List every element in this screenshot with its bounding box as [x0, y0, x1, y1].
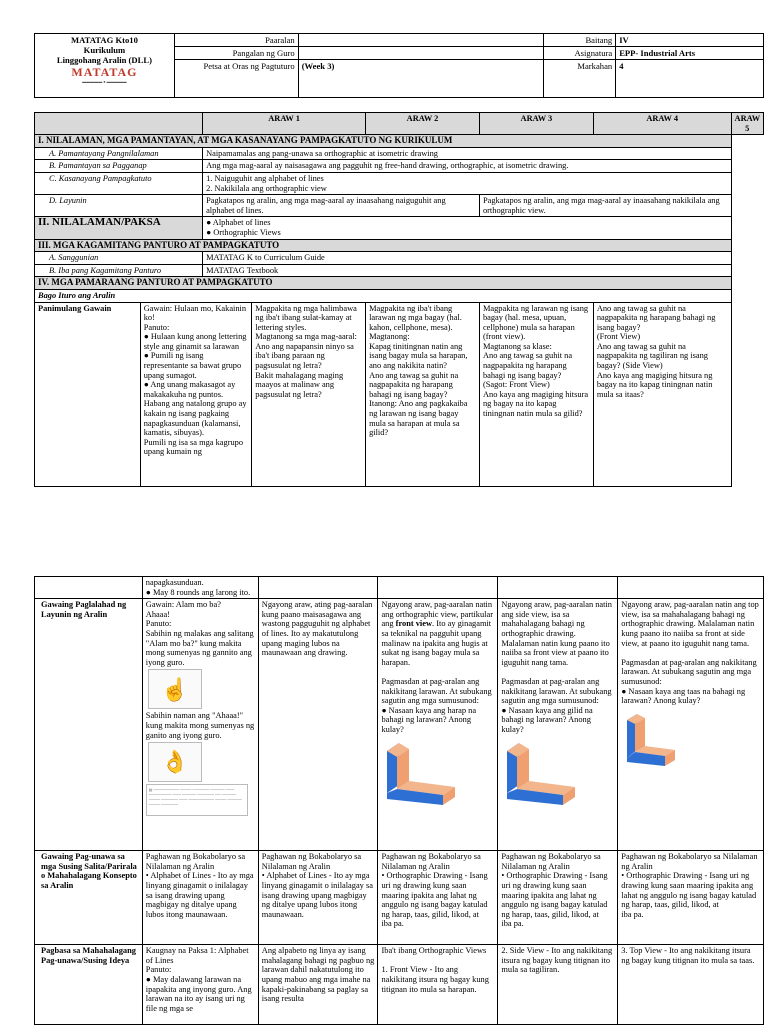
pagbasa-day-1: Kaugnay na Paksa 1: Alphabet of Lines Panuto: ● May dalawang larawan na ipapakita ang inyong guro. Ang larawan na ito ay isang uri ng file ng mga se [142, 945, 258, 1025]
main-table-page-2 [34, 576, 764, 1025]
panimula-day-3: Magpakita ng iba't ibang larawan ng mga bagay (hal. kahon, cellphone, mesa). Magtanong: Kapag tinitingnan natin ang isang bagay mula sa harapan, ano ang nakikita natin? Ano ang tawag sa guhit na nagpapakita ng harapang bahagi ng isang bagay? Itanong: Ano ang pagkakaiba ng larawan ng isang bagay mula sa harapan at mula sa gilid? [366, 302, 480, 486]
main-table-page-1 [34, 112, 764, 487]
pamantayan-pagganap-label: B. Pamantayan sa Pagganap [35, 160, 203, 173]
panimula-day-1: Gawain: Hulaan mo, Kakainin ko! Panuto: ● Hulaan kung anong lettering style ang ginamit sa larawan ● Pumili ng isang representante sa bawat grupo upang sumagot. ● Ang unang makasagot ay makakakuha ng puntos. Habang ang natalong grupo ay kakain ng isang pagkaing napagkasunduan (kalamansi, kamatis, sibuyas). Pumili ng isa sa mga kagrupo upang kumain ng [140, 302, 251, 486]
paglalahad-day-4 [498, 599, 618, 851]
paglalahad-day-1 [142, 599, 258, 851]
paglalahad-day-1-text-a: Gawain: Alam mo ba? Ahaaa! Panuto: Sabihin ng malakas ang salitang "Alam mo ba?" kung makita mong sumenyas ng gannito ang iyong guro. [145, 600, 254, 667]
header-title-cell [35, 34, 175, 98]
section-2-items [203, 217, 731, 239]
paglalahad-day-3-text-c: . Ito ay ginagamit sa teknikal na pagguhit upang malinaw na ipakita ang hugis at sukat ng isang bagay mula sa harapan. Pagmasdan at pag-aralan ang nakikitang larawan. At subukang sagutin ang mga sumusunod: ● Nasaan kaya ang harap na bahagi ng larawan? Anong kulay? [381, 619, 492, 734]
empty-cell [618, 577, 764, 599]
pagbasa-day-5: 3. Top View - Ito ang nakikitang itsura ng bagay kung titignan ito mula sa taas. [618, 945, 764, 1025]
markahan-value: 4 [616, 60, 764, 98]
pagunawa-day-1: Paghawan ng Bokabolaryo sa Nilalaman ng Aralin • Alphabet of Lines - Ito ay mga linyang ginagamit o inilalagay sa isang drawing upang magbigay ng ditalye upang lubos itong maunawaan. [142, 851, 258, 945]
layunin-label: D. Layunin [35, 195, 203, 217]
kagamitan-value: MATATAG Textbook [203, 264, 731, 277]
header-title-line-1: MATATAG Kto10 [70, 35, 138, 45]
kagamitan-label: B. Iba pang Kagamitang Panturo [35, 264, 203, 277]
sanggunian-value: MATATAG K to Curriculum Guide [203, 252, 731, 265]
day-header-2: ARAW 2 [366, 113, 480, 135]
paaralan-value [298, 34, 544, 47]
pointing-hand-icon: ☝ [148, 669, 202, 709]
layunin-value-1: Pagkatapos ng aralin, ang mga mag-aaral ay inaasahang naiguguhit ang alphabet of lines. [203, 195, 480, 217]
bago-ituro-subtitle: Bago Ituro ang Aralin [35, 289, 732, 302]
pagunawa-day-5: Paghawan ng Bokabolaryo sa Nilalaman ng Aralin • Orthographic Drawing - Isang uri ng drawing kung saan maaring ipakita ang lahat ng anggulo ng isang bagay katulad ng harap, taas, gilid, likod, at iba pa. [618, 851, 764, 945]
continuation-label-cell [35, 577, 143, 599]
paglalahad-day-5 [618, 599, 764, 851]
reading-thumbnail: ▤ ───────── ──── ────── ───── ─── ──────── ─── ───── ────── ── ───── ──── ────── ─── ───────── ──── ───── ──── ────── [146, 784, 248, 816]
day-header-4: ARAW 4 [593, 113, 731, 135]
paglalahad-day-4-text: Ngayong araw, pag-aaralan natin ang side view, isa sa mahahalagang bahagi ng orthographic drawing. Malalaman natin kung paano ito naiiba sa front view at paano ito iguguhit nang tama. Pagmasdan at pag-aralan ang nakikitang larawan. At subukang sagutin ang mga sumusunod: ● Nasaan kaya ang gilid na bahagi ng larawan? Anong kulay? [501, 600, 612, 734]
panimula-day-5: Ano ang tawag sa guhit na nagpapakita ng harapang bahagi ng isang bagay? (Front View) Ano ang tawag sa guhit na nagpapakita ng tagiliran ng isang bagay? (Side View) Ano kaya ang magiging hitsura ng bagay na ito kapag tiningnan natin mula sa itaas? [593, 302, 731, 486]
paglalahad-label: Gawaing Paglalahad ng Layunin ng Aralin [35, 599, 143, 851]
front-view-bold: front view [395, 619, 433, 629]
kasanayang-label: C. Kasanayang Pampagkatuto [35, 172, 203, 194]
empty-cell [498, 577, 618, 599]
header-title-line-3: Linggohang Aralin (DLL) [56, 55, 152, 65]
matatag-logo: MATATAG [71, 65, 138, 79]
pagbasa-day-3: Iba't ibang Orthographic Views 1. Front View - Ito ang nakikitang itsura ng bagay kung titignan ito mula sa harapan. [378, 945, 498, 1025]
ok-hand-icon: 👌 [148, 742, 202, 782]
paglalahad-day-3-text-a: Ngayong araw, pag-aaralan natin ang orthographic view, partikular ang [381, 600, 494, 629]
nilalaman-item-1: ● Alphabet of lines [206, 218, 271, 228]
panimula-day-2: Magpakita ng mga halimbawa ng iba't ibang sulat-kamay at lettering styles. Magtanong sa mga mag-aaral: Ano ang napapansin ninyo sa iba't ibang paraan ng pagsusulat ng letra? Bakit mahalagang maging maayos at malinaw ang pagsusulat ng letra? [252, 302, 366, 486]
day-header-5: ARAW 5 [731, 113, 763, 135]
guro-label: Pangalan ng Guro [174, 47, 298, 60]
pagunawa-label: Gawaing Pag-unawa sa mga Susing Salita/Parirala o Mahahalagang Konsepto sa Aralin [35, 851, 143, 945]
pagunawa-day-4: Paghawan ng Bokabolaryo sa Nilalaman ng Aralin • Orthographic Drawing - Isang uri ng drawing kung saan maaring ipakita ang lahat ng anggulo ng isang bagay katulad ng harap, taas, gilid, likod, at iba pa. [498, 851, 618, 945]
section-1-title: I. NILALAMAN, MGA PAMANTAYAN, AT MGA KASANAYANG PAMPAGKATUTO NG KURIKULUM [35, 135, 732, 148]
kasanayang-value: 1. Naiguguhit ang alphabet of lines 2. Nakikilala ang orthographic view [203, 172, 731, 194]
paglalahad-day-3 [378, 599, 498, 851]
sanggunian-label: A. Sanggunian [35, 252, 203, 265]
section-4-title: IV. MGA PAMARAANG PANTURO AT PAMPAGKATUTO [35, 277, 732, 290]
header-title-line-2: Kurikulum [83, 45, 126, 55]
panimula-day-4: Magpakita ng larawan ng isang bagay (hal. mesa, upuan, cellphone) mula sa harapan (front view). Magtanong sa klase: Ano ang tawag sa guhit na nagpapakita ng harapang bahagi ng isang bagay? (Sagot: Front View) Ano kaya ang magiging hitsura ng bagay na ito kapag tiningnan natin mula sa gilid? [479, 302, 593, 486]
paglalahad-day-2: Ngayong araw, ating pag-aaralan kung paano maisasagawa ang wastong pagguguhit ng alphabet of lines. Ito ay makatutulong upang maging lubos na maunawaan ang drawing. [258, 599, 378, 851]
layunin-value-2: Pagkatapos ng aralin, ang mga mag-aaral ay inaasahang nakikilala ang orthographic view. [479, 195, 731, 217]
pagbasa-day-4: 2. Side View - Ito ang nakikitang itsura ng bagay kung titignan ito mula sa tagiliran. [498, 945, 618, 1025]
section-3-title: III. MGA KAGAMITANG PANTURO AT PAMPAGKATUTO [35, 239, 732, 252]
paglalahad-day-5-text: Ngayong araw, pag-aaralan natin ang top view, isa sa mahahalagang bahagi ng orthographic drawing. Malalaman natin kung paano ito naiiba sa front at side view, at paano ito iguguhit nang tama. Pagmasdan at pag-aralan ang nakikitang larawan. At subukang sagutin ang mga sumusunod: ● Nasaan kaya ang taas na bahagi ng larawan? Anong kulay? [621, 600, 759, 706]
markahan-label: Markahan [544, 60, 616, 98]
guro-value [298, 47, 544, 60]
day-header-3: ARAW 3 [479, 113, 593, 135]
baitang-label: Baitang [544, 34, 616, 47]
section-2-title: II. NILALAMAN/PAKSA [35, 217, 203, 239]
pamantayan-pagganap-value: Ang mga mag-aaral ay naisasagawa ang pagguhit ng free-hand drawing, orthographic, at isometric drawing. [203, 160, 731, 173]
pagunawa-day-3: Paghawan ng Bokabolaryo sa Nilalaman ng Aralin • Orthographic Drawing - Isang uri ng drawing kung saan maaring ipakita ang lahat ng anggulo ng isang bagay katulad ng harap, taas, gilid, likod, at iba pa. [378, 851, 498, 945]
panimula-day-1-continued: napagkasunduan. ● May 8 rounds ang larong ito. [142, 577, 258, 599]
baitang-value: IV [616, 34, 764, 47]
empty-cell [258, 577, 378, 599]
paaralan-label: Paaralan [174, 34, 298, 47]
l-block-3d-image [505, 739, 595, 805]
petsa-label: Petsa at Oras ng Pagtuturo [174, 60, 298, 98]
asignatura-value: EPP- Industrial Arts [616, 47, 764, 60]
pamantayang-pangnilalaman-label: A. Pamantayang Pangnilalaman [35, 147, 203, 160]
day-header-1: ARAW 1 [203, 113, 366, 135]
header-table [34, 33, 764, 98]
asignatura-label: Asignatura [544, 47, 616, 60]
paglalahad-day-1-text-b: Sabihin naman ang "Ahaaa!" kung makita mong sumenyas ng ganito ang iyong guro. [145, 711, 255, 740]
pamantayang-pangnilalaman-value: Naipamamalas ang pang-unawa sa orthographic at isometric drawing [203, 147, 731, 160]
blank-corner [35, 113, 203, 135]
pagunawa-day-2: Paghawan ng Bokabolaryo sa Nilalaman ng Aralin • Alphabet of Lines - Ito ay mga linyang ginagamit o inilalagay sa isang drawing upang magbigay ng ditalye upang lubos itong maunawaan. [258, 851, 378, 945]
logo-decoration: ▬▬▬▬▬ ● ▬▬▬▬▬ [82, 79, 127, 84]
l-block-3d-image [625, 710, 685, 770]
nilalaman-item-2: ● Orthographic Views [206, 227, 281, 237]
pagbasa-label: Pagbasa sa Mahahalagang Pag-unawa/Susing Ideya [35, 945, 143, 1025]
pagbasa-day-2: Ang alpabeto ng linya ay isang mahalagang bahagi ng pagbuo ng larawan dahil nakatutulong ito upang mabuo ang mga imahe na kapaki-pakinabang sa paglay sa isang resulta [258, 945, 378, 1025]
l-block-3d-image [385, 739, 475, 805]
empty-cell [378, 577, 498, 599]
panimulang-gawain-label: Panimulang Gawain [35, 302, 141, 486]
petsa-value: (Week 3) [298, 60, 544, 98]
